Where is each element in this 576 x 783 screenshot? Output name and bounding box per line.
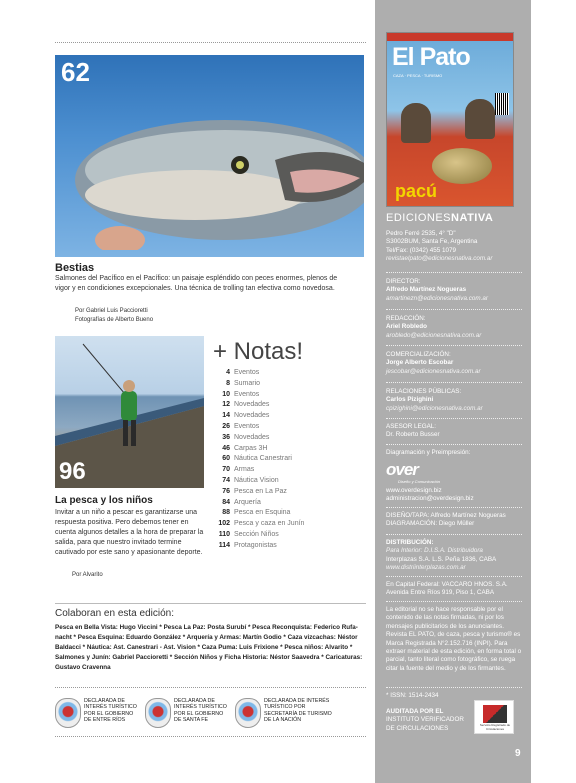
person-email: arobledo@edicionesnativa.com.ar — [386, 331, 482, 339]
person-email: jescobar@edicionesnativa.com.ar — [386, 367, 481, 375]
capital-line: En Capital Federal: VACCARO HNOS. S.A. — [386, 581, 508, 588]
publisher-email: revistaelpato@edicionesnativa.com.ar — [386, 255, 493, 263]
nota-name: Sección Niños — [234, 530, 279, 538]
article-title: Bestias — [55, 262, 95, 274]
article-title: La pesca y los niños — [55, 495, 153, 506]
auditada-line: DE CIRCULACIONES — [386, 724, 449, 732]
section-divider — [55, 603, 366, 604]
distribucion-line: Interplazas S.A. L.S. Peña 1836, CABA — [386, 555, 497, 563]
nota-item — [212, 411, 362, 422]
nota-name: Armas — [234, 466, 255, 474]
person-email: cpizighini@edicionesnativa.com.ar — [386, 404, 483, 412]
cover-logo: El Pato — [392, 43, 470, 71]
salmon-illustration — [75, 100, 364, 250]
declaration-text: DECLARADA DE INTERÉS TURÍSTICO POR EL GOBIERNO DE ENTRE RÍOS — [84, 698, 137, 723]
sidebar-divider — [386, 576, 522, 577]
barcode-icon — [495, 93, 509, 115]
asesor-block — [386, 423, 522, 440]
article-credits — [75, 307, 153, 325]
address-line: S3002BUM, Santa Fe, Argentina — [386, 238, 478, 246]
top-divider — [55, 42, 366, 43]
page-number: 9 — [515, 748, 521, 759]
role-label: ASESOR LEGAL: — [386, 423, 437, 430]
nota-name: Náutica Canestrari — [234, 455, 292, 463]
role-label: DIRECTOR: — [386, 278, 421, 285]
nota-item — [212, 530, 362, 541]
declaration-entre-rios — [55, 698, 142, 728]
sidebar-divider — [386, 601, 522, 602]
over-logo: over — [386, 460, 418, 479]
nota-item — [212, 487, 362, 498]
notas-heading: + Notas! — [213, 338, 304, 365]
nota-name: Carpas 3H — [234, 444, 268, 452]
person-email: amartinezn@edicionesnativa.com.ar — [386, 294, 488, 302]
cover-person — [465, 99, 495, 139]
nota-name: Eventos — [234, 422, 260, 430]
nota-page: 14 — [222, 412, 230, 420]
nota-item — [212, 508, 362, 519]
person-name: Jorge Alberto Escobar — [386, 359, 454, 367]
sidebar-divider — [386, 534, 522, 535]
director-block — [386, 278, 522, 303]
nota-page: 76 — [222, 487, 230, 495]
nota-item — [212, 498, 362, 509]
over-tagline: Diseño y Comunicación — [398, 479, 441, 484]
nota-name: Pesca y caza en Junín — [234, 520, 305, 528]
auditada-line: INSTITUTO VERIFICADOR — [386, 716, 464, 724]
ivc-logo — [474, 700, 514, 734]
address-line: Tel/Fax: (0342) 455 1079 — [386, 246, 457, 254]
diseno-block — [386, 512, 522, 529]
nota-page: 70 — [222, 466, 230, 474]
cover-person — [401, 103, 431, 143]
cover-tagline: CAZA · PESCA · TURISMO — [393, 73, 443, 78]
article-page-number: 62 — [61, 57, 90, 87]
sidebar-divider — [386, 418, 522, 419]
nota-name: Novedades — [234, 433, 270, 441]
nota-item — [212, 433, 362, 444]
nota-item — [212, 368, 362, 379]
role-label: COMERCIALIZACIÓN: — [386, 351, 451, 358]
nota-name: Pesca en Esquina — [234, 509, 291, 517]
author-credit: Por Alvarito — [72, 572, 103, 578]
nota-page: 84 — [222, 498, 230, 506]
sidebar-divider — [386, 309, 522, 310]
sidebar-divider — [386, 345, 522, 346]
nota-item — [212, 465, 362, 476]
nota-name: Novedades — [234, 412, 270, 420]
nota-name: Eventos — [234, 369, 260, 376]
person-name: Alfredo Martínez Nogueras — [386, 286, 467, 294]
person-name: Ariel Robledo — [386, 323, 427, 331]
nota-item — [212, 454, 362, 465]
kid-fishing-photo — [55, 336, 204, 488]
role-label: REDACCIÓN: — [386, 315, 426, 322]
nota-page: 12 — [222, 401, 230, 409]
national-seal-icon — [235, 698, 261, 728]
person-name: Carlos Pizighini — [386, 396, 434, 404]
magazine-cover — [386, 32, 514, 207]
salmon-photo — [55, 55, 364, 257]
colaboran-heading: Colaboran en esta edición: — [55, 608, 174, 619]
nota-page: 110 — [218, 530, 230, 538]
footer-divider — [55, 736, 366, 737]
relaciones-block — [386, 388, 522, 413]
notas-list — [212, 368, 362, 552]
nota-item — [212, 476, 362, 487]
nota-name: Protagonistas — [234, 541, 277, 549]
cover-headline: pacú — [395, 181, 438, 201]
nota-page: 60 — [222, 455, 230, 463]
publisher-address — [386, 230, 522, 264]
distribucion-line: www.distriinterplazas.com.ar — [386, 564, 466, 572]
distribucion-line: Para Interior: D.I.S.A. Distribuidora — [386, 547, 483, 555]
diseno-line: DISEÑO/TAPA: Alfredo Martínez Nogueras — [386, 512, 506, 519]
declaration-text: DECLARADA DE INTERÉS TURÍSTICO POR SECRETARÍA DE TURISMO DE LA NACIÓN — [264, 698, 332, 723]
role-label: RELACIONES PÚBLICAS: — [386, 388, 462, 395]
diseno-line: DIAGRAMACIÓN: Diego Müller — [386, 520, 475, 528]
article-page-number: 96 — [59, 458, 86, 485]
address-line: Pedro Ferré 2535, 4° "D" — [386, 230, 456, 237]
auditada-line: AUDITADA POR EL — [386, 708, 444, 715]
diagramacion-label: Diagramación y Preimpresión: — [386, 449, 471, 456]
over-links — [386, 487, 522, 504]
nota-page: 88 — [222, 509, 230, 517]
photo-credit: Fotografías de Alberto Bueno — [75, 317, 154, 323]
footer-divider — [55, 687, 366, 688]
issn: * ISSN: 1514-2434 — [386, 692, 439, 699]
redaccion-block — [386, 315, 522, 340]
role-label: DISTRIBUCIÓN: — [386, 539, 434, 546]
nota-item — [212, 379, 362, 390]
nota-item — [212, 400, 362, 411]
comercial-block — [386, 351, 522, 376]
distribucion-block — [386, 539, 522, 573]
nota-name: Novedades — [234, 401, 270, 409]
publisher-name — [386, 212, 493, 224]
nota-page: 114 — [218, 541, 230, 549]
ivc-mark-icon — [483, 705, 507, 723]
nota-page: 26 — [222, 422, 230, 430]
declaration-santa-fe — [145, 698, 232, 728]
nota-page: 10 — [222, 390, 230, 398]
nota-name: Pesca en La Paz — [234, 487, 287, 495]
capital-block — [386, 581, 522, 598]
nota-item — [212, 444, 362, 455]
province-seal-icon — [55, 698, 81, 728]
author-credit: Por Gabriel Luis Paccioretti — [75, 308, 148, 314]
cover-top-strip — [387, 33, 513, 41]
nota-page: 46 — [222, 444, 230, 452]
publisher-bold: NATIVA — [451, 212, 494, 224]
nota-page: 4 — [226, 369, 230, 376]
auditada-text — [386, 708, 471, 733]
nota-name: Eventos — [234, 390, 260, 398]
sidebar-divider — [386, 382, 522, 383]
nota-item — [212, 519, 362, 530]
nota-page: 74 — [222, 476, 230, 484]
over-email: administracion@overdesign.biz — [386, 495, 474, 503]
colaboran-text: Pesca en Bella Vista: Hugo Viccini * Pesca La Paz: Posta Surubí * Pesca Reconquista: Federico Rufa-nacht * Pesca Esquina: Eduardo González * Arquería y Armas: Martín Godio * Caza vizcachas: Néstor Baldacci * Náutica: Ast. Canestrari - Ast. Vision * Caza Puma: Luis Frixione * Pesca niños: Alvarito * Salmones y Junín: Gabriel Paccioretti * Sección Niños y Ficha Historia: Néstor Saavedra * Caricaturas: Gustavo Cravenna — [55, 624, 363, 671]
sidebar-divider — [386, 687, 522, 688]
nota-name: Sumario — [234, 379, 261, 387]
nota-name: Arquería — [234, 498, 261, 506]
nota-page: 8 — [226, 379, 230, 387]
sidebar-divider — [386, 272, 522, 273]
nota-item — [212, 390, 362, 401]
province-seal-icon — [145, 698, 171, 728]
nota-item — [212, 541, 362, 552]
sidebar-divider — [386, 444, 522, 445]
article-description: Salmones del Pacífico en el Pacífico: un paisaje espléndido con peces enormes, plenos de vigor y en condiciones excepcionales. Una técnica de trolling tan efectiva como novedosa. — [55, 275, 338, 292]
over-website: www.overdesign.biz — [386, 487, 442, 494]
person-name: Dr. Roberto Busser — [386, 431, 440, 439]
article-description: Invitar a un niño a pescar es garantizarse una respuesta positiva. Pero debemos tener en cuenta algunos detalles a la hora de preparar la salida, para que nuestro invitado termine cautivado por este sano y apasionante deporte. — [55, 509, 204, 556]
nota-item — [212, 422, 362, 433]
ivc-caption: Servicio Registrado de Circulaciones — [479, 723, 511, 731]
nota-page: 102 — [218, 520, 230, 528]
nota-name: Náutica Vision — [234, 476, 279, 484]
declaration-text: DECLARADA DE INTERÉS TURÍSTICO POR EL GOBIERNO DE SANTA FE — [174, 698, 227, 723]
declaration-nacion — [235, 698, 332, 728]
publisher-prefix: EDICIONES — [386, 212, 452, 224]
cover-fish — [432, 148, 492, 184]
legal-notice: La editorial no se hace responsable por el contenido de las notas firmadas, ni por los mensajes publicitarios de los anunciantes. Revista EL PATO, de caza, pesca y turismo® es Marca Registrada N°2.152.716 (INPI). Para extraer material de esta edición, en forma total o parcial, tanto literal como fotográfico, se ruega citar la fuente del medio y de los firmantes. — [386, 606, 522, 672]
nota-page: 36 — [222, 433, 230, 441]
sidebar-divider — [386, 507, 522, 508]
capital-line: Avenida Entre Ríos 919, Piso 1, CABA — [386, 589, 495, 597]
